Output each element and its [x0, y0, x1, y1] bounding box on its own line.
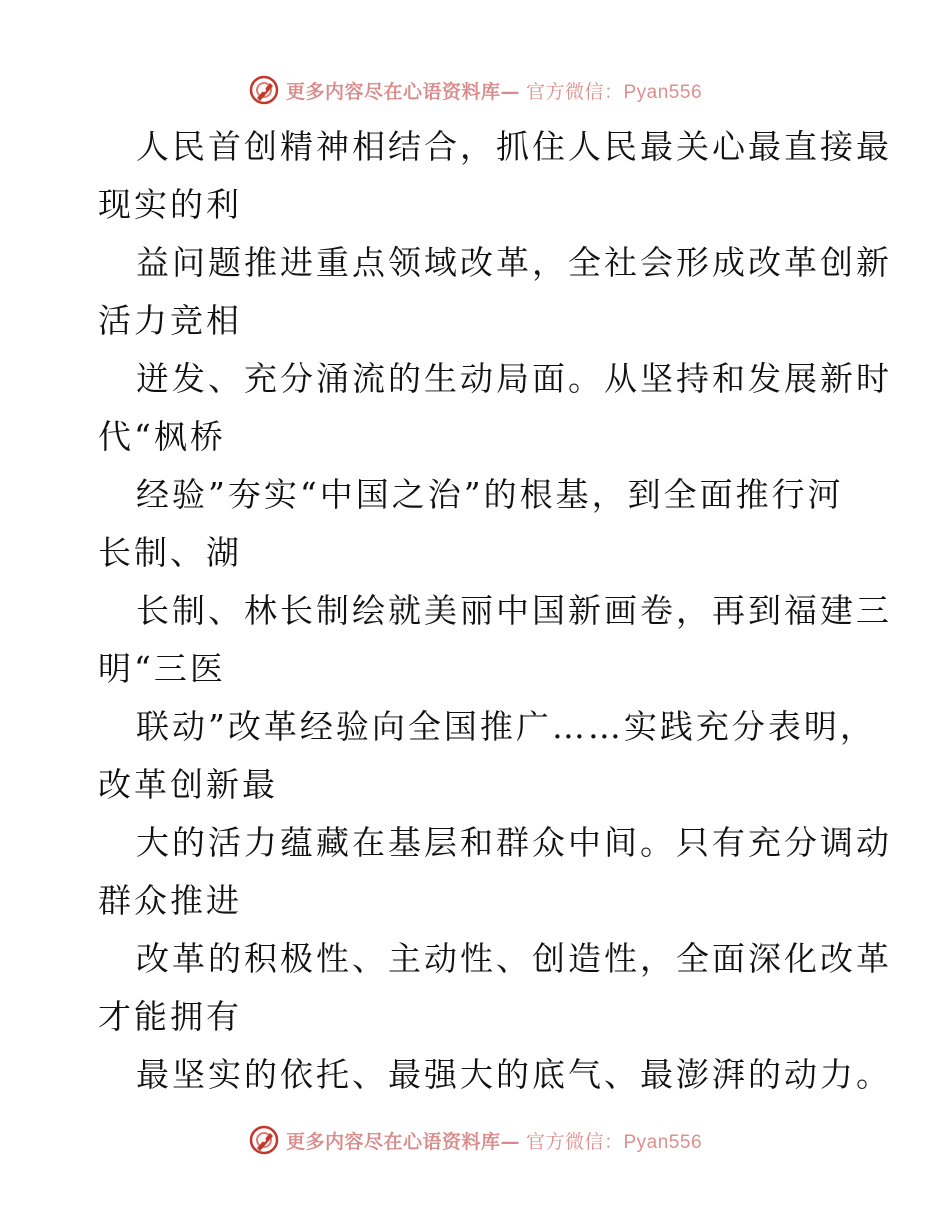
watermark-contact: 官方微信：Pyan556 — [526, 81, 703, 103]
watermark-prefix: 更多内容尽在心语资料库— — [285, 1130, 520, 1153]
text-line: 活力竞相 — [98, 301, 242, 340]
text-line: 才能拥有 — [98, 997, 242, 1036]
text-line: 代“枫桥 — [98, 417, 226, 456]
text-line: 益问题推进重点领域改革，全社会形成改革创新 — [136, 243, 892, 282]
text-line: 人民首创精神相结合，抓住人民最关心最直接最 — [136, 127, 892, 166]
footer-watermark — [0, 1120, 950, 1160]
text-line: 群众推进 — [98, 881, 242, 920]
header-watermark — [0, 70, 950, 110]
text-line: 大的活力蕴藏在基层和群众中间。只有充分调动 — [136, 823, 892, 862]
text-line: 最坚实的依托、最强大的底气、最澎湃的动力。 — [136, 1055, 892, 1094]
watermark-prefix: 更多内容尽在心语资料库— — [285, 80, 520, 103]
text-line: 明“三医 — [98, 649, 226, 688]
text-line: 长制、林长制绘就美丽中国新画卷，再到福建三 — [136, 591, 892, 630]
watermark-contact: 官方微信：Pyan556 — [526, 1131, 703, 1153]
text-line: 改革的积极性、主动性、创造性，全面深化改革 — [136, 939, 892, 978]
text-line: 经验”夯实“中国之治”的根基，到全面推行河 — [136, 475, 844, 514]
text-line: 改革创新最 — [98, 765, 278, 804]
text-line: 长制、湖 — [98, 533, 242, 572]
text-line: 现实的利 — [98, 185, 242, 224]
library-logo-icon — [248, 74, 280, 106]
library-logo-icon — [248, 1124, 280, 1156]
text-line: 联动”改革经验向全国推广……实践充分表明， — [136, 707, 876, 746]
document-body — [98, 118, 892, 1104]
text-line: 迸发、充分涌流的生动局面。从坚持和发展新时 — [136, 359, 892, 398]
